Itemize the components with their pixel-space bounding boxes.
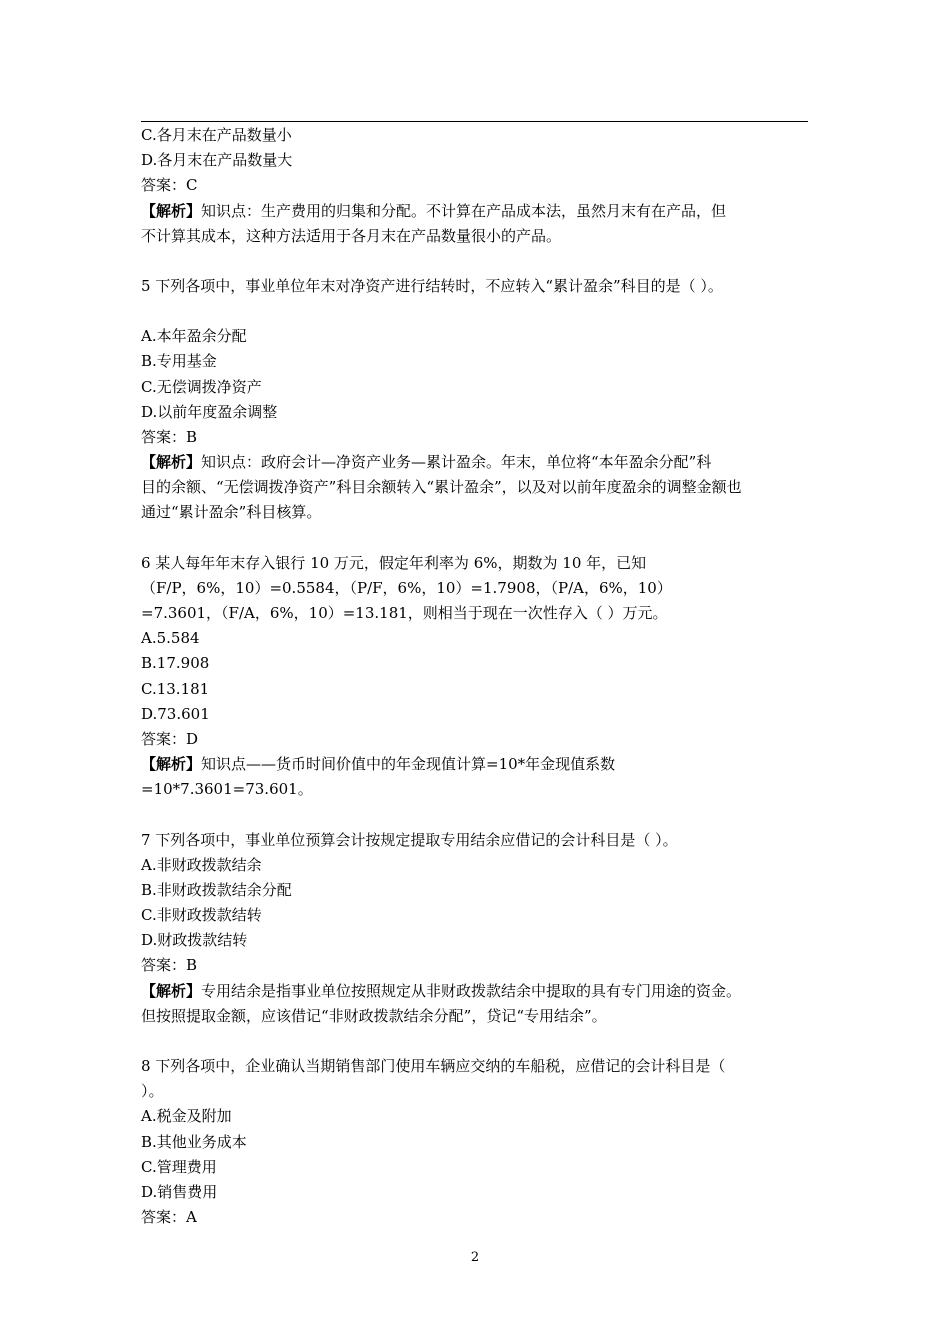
question-text: 5 下列各项中，事业单位年末对净资产进行结转时，不应转入“累计盈余”科目的是（ ）。 xyxy=(141,276,723,295)
answer: 答案：D xyxy=(141,729,199,748)
question-5 xyxy=(141,274,821,526)
analysis-tag: 【解析】 xyxy=(141,755,202,774)
option-c: C.无偿调拨净资产 xyxy=(141,377,262,396)
answer: 答案：B xyxy=(141,427,198,446)
option-a: A.税金及附加 xyxy=(141,1107,232,1126)
option-d: D.以前年度盈余调整 xyxy=(141,402,278,421)
analysis-line: 不计算其成本，这种方法适用于各月末在产品数量很小的产品。 xyxy=(141,226,562,245)
analysis-line: =10*7.3601=73.601。 xyxy=(141,780,313,799)
question-text: =7.3601，（F/A，6%，10）=13.181，则相当于现在一次性存入（ ）万元。 xyxy=(141,604,668,622)
answer: 答案：B xyxy=(141,956,198,975)
analysis-line: 【解析】专用结余是指事业单位按照规定从非财政拨款结余中提取的具有专门用途的资金。 xyxy=(141,981,742,1000)
page-number: 2 xyxy=(470,1250,480,1265)
option-b: B.17.908 xyxy=(141,654,210,673)
question-text: 8 下列各项中，企业确认当期销售部门使用车辆应交纳的车船税，应借记的会计科目是（ xyxy=(141,1057,726,1075)
answer: 答案：A xyxy=(141,1208,197,1227)
question-text: （F/P，6%，10）=0.5584，（P/F，6%，10）=1.7908，（P/A，6%，10） xyxy=(141,578,672,597)
option-c: C.管理费用 xyxy=(141,1157,217,1176)
analysis-line: 但按照提取金额，应该借记“非财政拨款结余分配”，贷记“专用结余”。 xyxy=(141,1006,607,1025)
question-text: 7 下列各项中，事业单位预算会计按规定提取专用结余应借记的会计科目是（ ）。 xyxy=(141,830,678,849)
analysis-line: 【解析】知识点——货币时间价值中的年金现值计算=10*年金现值系数 xyxy=(141,755,616,774)
option-a: A.本年盈余分配 xyxy=(141,327,247,346)
option-a: A.5.584 xyxy=(141,629,200,648)
option-b: B.其他业务成本 xyxy=(141,1132,247,1151)
question-8 xyxy=(141,1054,821,1230)
question-4-tail xyxy=(141,123,821,249)
analysis-tag: 【解析】 xyxy=(141,981,202,1000)
question-text: 6 某人每年年末存入银行 10 万元，假定年利率为 6%，期数为 10 年，已知 xyxy=(141,553,647,572)
analysis-tag: 【解析】 xyxy=(141,453,202,472)
option-d: D.73.601 xyxy=(141,704,210,723)
option-c: C.13.181 xyxy=(141,679,210,698)
option-d: D.各月末在产品数量大 xyxy=(141,151,293,170)
option-c: C.各月末在产品数量小 xyxy=(141,126,292,144)
page-content xyxy=(141,123,821,1230)
analysis-line: 目的余额、“无偿调拨净资产”科目余额转入“累计盈余”，以及对以前年度盈余的调整金额也 xyxy=(141,478,742,497)
answer: 答案：C xyxy=(141,176,198,195)
question-text: ）。 xyxy=(141,1082,164,1101)
option-b: B.非财政拨款结余分配 xyxy=(141,880,292,899)
header-rule xyxy=(141,121,808,122)
option-d: D.财政拨款结转 xyxy=(141,931,248,950)
analysis-tag: 【解析】 xyxy=(141,201,202,220)
question-7 xyxy=(141,828,821,1030)
analysis-line: 通过“累计盈余”科目核算。 xyxy=(141,503,322,522)
analysis-line: 【解析】知识点：生产费用的归集和分配。不计算在产品成本法，虽然月末有在产品，但 xyxy=(141,201,727,220)
option-a: A.非财政拨款结余 xyxy=(141,855,262,874)
analysis-line: 【解析】知识点：政府会计—净资产业务—累计盈余。年末，单位将“本年盈余分配”科 xyxy=(141,453,712,472)
option-c: C.非财政拨款结转 xyxy=(141,906,262,925)
option-d: D.销售费用 xyxy=(141,1182,218,1201)
option-b: B.专用基金 xyxy=(141,352,217,371)
question-6 xyxy=(141,551,821,803)
